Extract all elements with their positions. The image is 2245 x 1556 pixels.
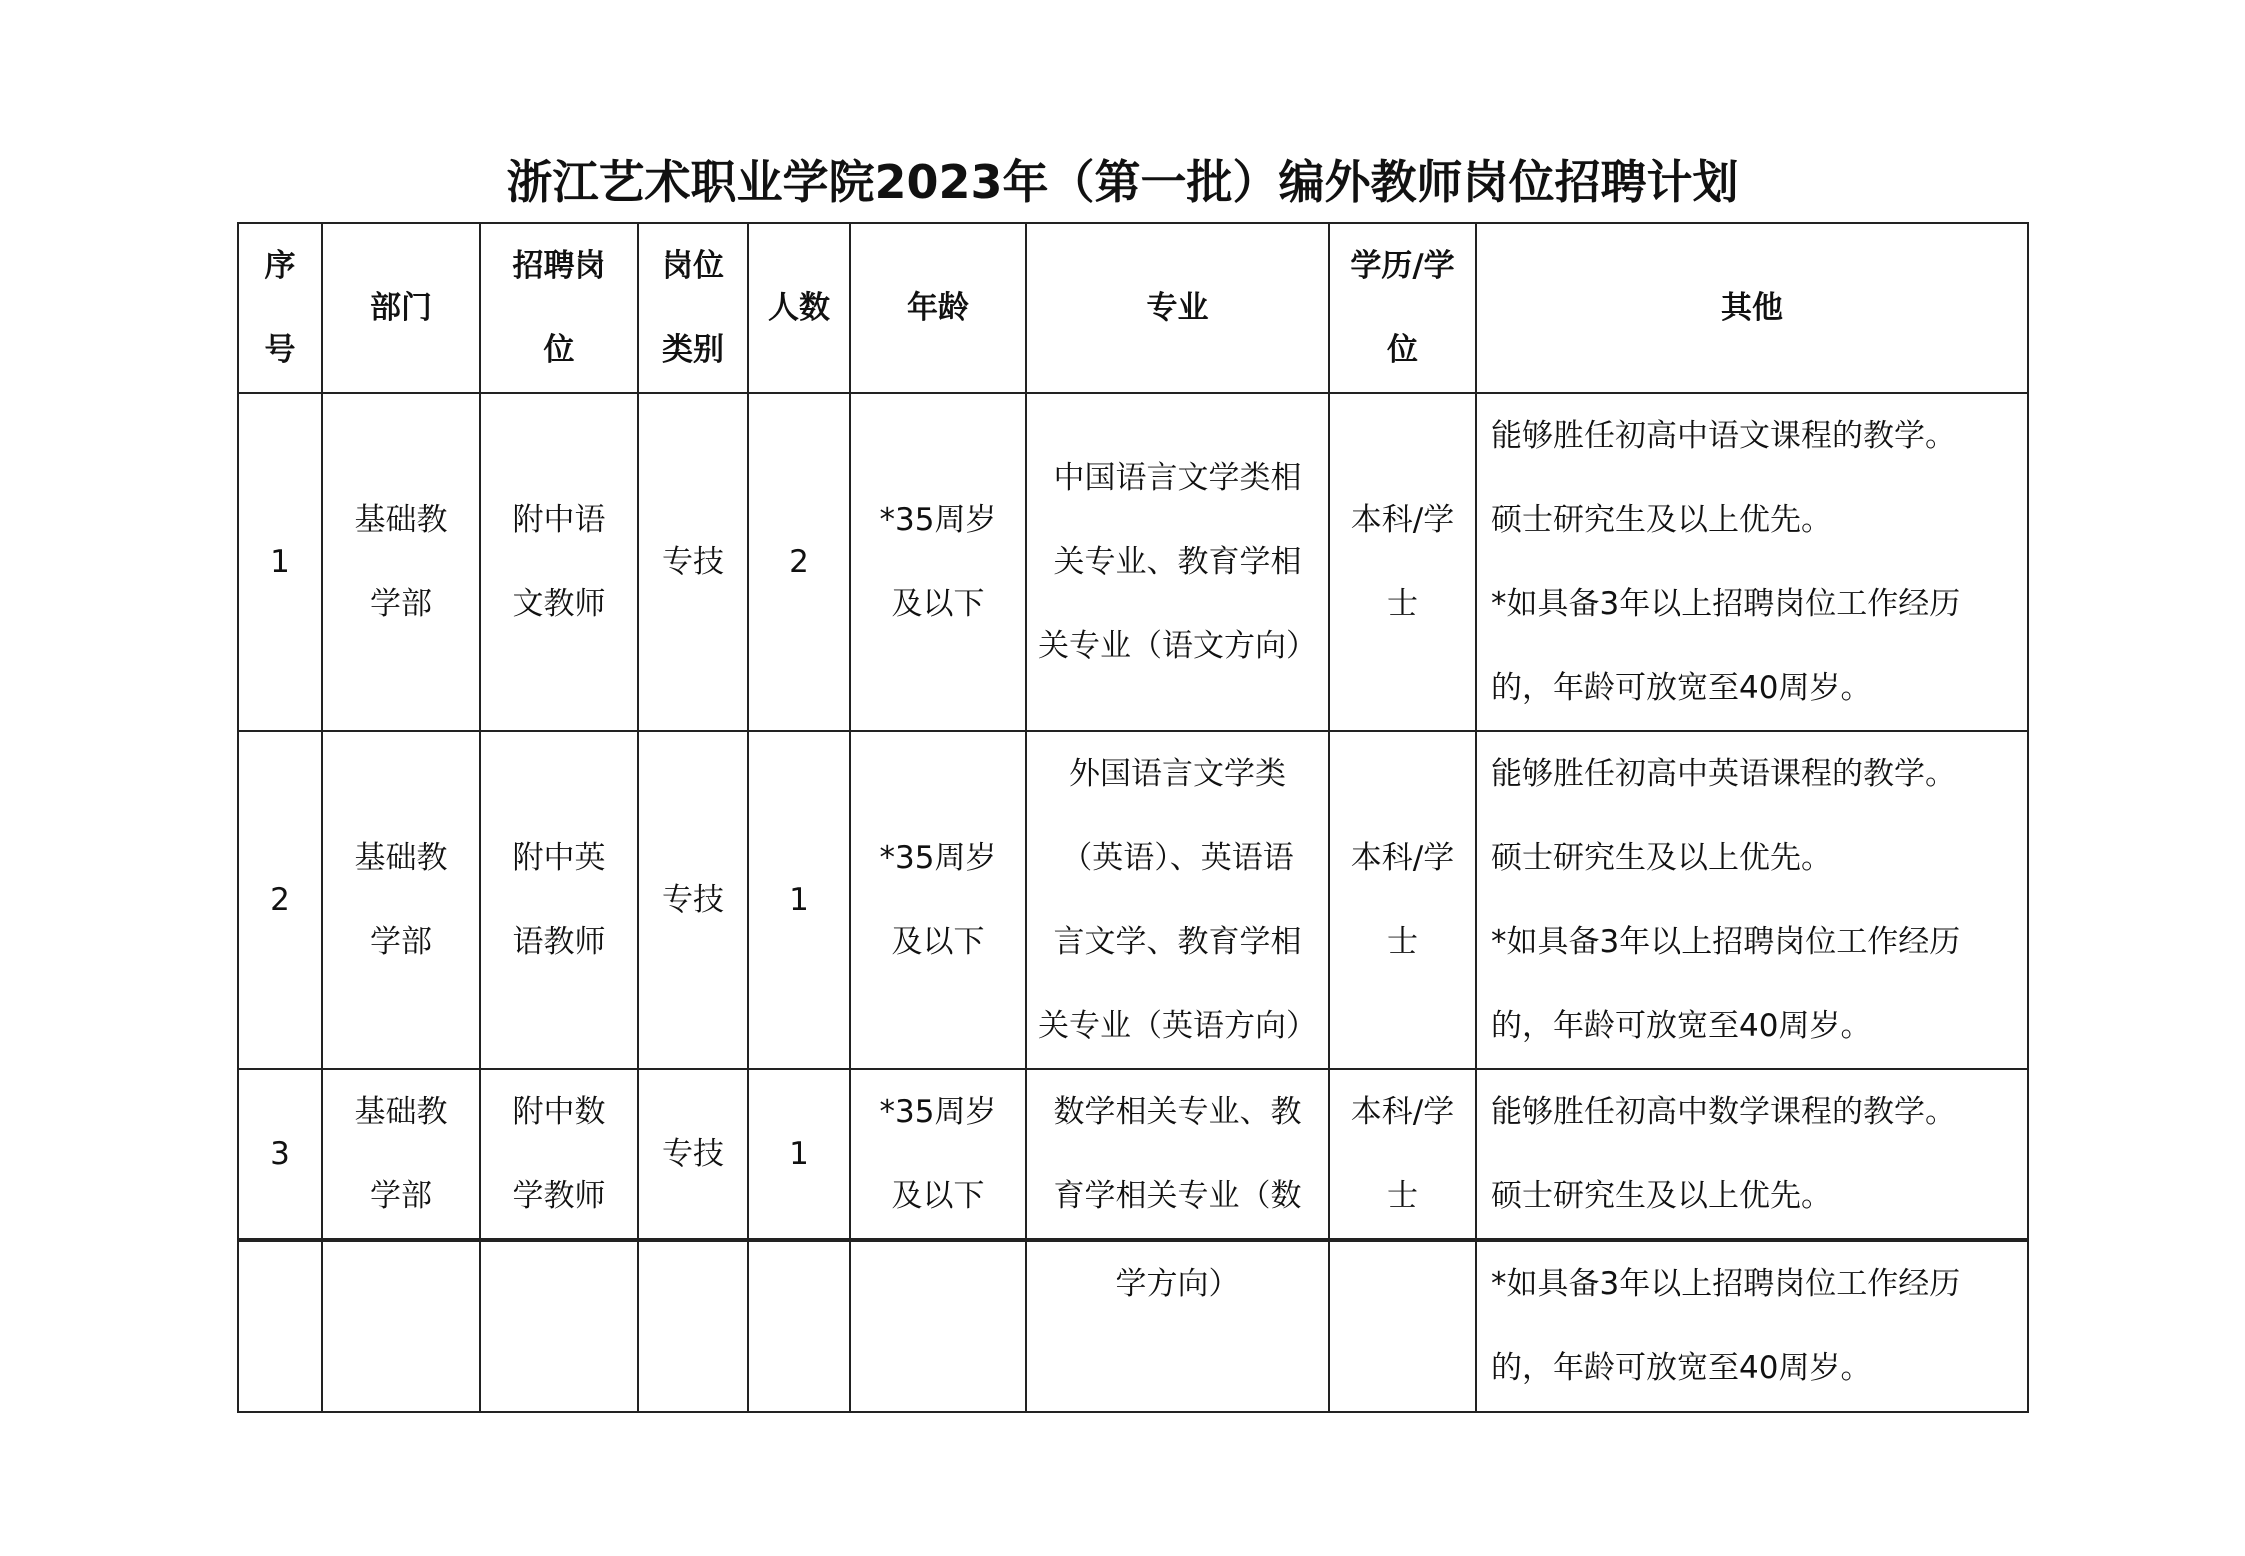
cell-major: 外国语言文学类 （英语）、英语语 言文学、教育学相 关专业（英语方向） [1026, 731, 1329, 1069]
cell-count: 1 [748, 1069, 850, 1239]
cell-count: 1 [748, 731, 850, 1069]
cell-degree: 本科/学 士 [1329, 393, 1476, 731]
cell-no: 3 [238, 1069, 322, 1239]
cell-dept: 基础教 学部 [322, 393, 480, 731]
header-count: 人数 [748, 223, 850, 393]
cell-category: 专技 [638, 393, 748, 731]
header-major: 专业 [1026, 223, 1329, 393]
cell-no: 2 [238, 731, 322, 1069]
cell-other: *如具备3年以上招聘岗位工作经历 的，年龄可放宽至40周岁。 [1476, 1241, 2028, 1412]
cell-age: *35周岁 及以下 [850, 731, 1026, 1069]
cell-other: 能够胜任初高中英语课程的教学。 硕士研究生及以上优先。 *如具备3年以上招聘岗位工作经历 的，年龄可放宽至40周岁。 [1476, 731, 2028, 1069]
cell-major: 数学相关专业、教 育学相关专业（数 [1026, 1069, 1329, 1239]
cell-other: 能够胜任初高中数学课程的教学。 硕士研究生及以上优先。 [1476, 1069, 2028, 1239]
cell-dept: 基础教 学部 [322, 731, 480, 1069]
header-degree: 学历/学 位 [1329, 223, 1476, 393]
cell-major: 学方向） [1026, 1241, 1329, 1412]
cell-other: 能够胜任初高中语文课程的教学。 硕士研究生及以上优先。 *如具备3年以上招聘岗位工作经历 的，年龄可放宽至40周岁。 [1476, 393, 2028, 731]
cell-no: 1 [238, 393, 322, 731]
cell-count: 2 [748, 393, 850, 731]
table-row [238, 1069, 2028, 1239]
cell-position [480, 1241, 638, 1412]
table-row-continuation [238, 1241, 2028, 1412]
continuation-table [237, 1240, 2029, 1413]
table-header-row [238, 223, 2028, 393]
header-no: 序 号 [238, 223, 322, 393]
table-row [238, 393, 2028, 731]
cell-category [638, 1241, 748, 1412]
cell-major: 中国语言文学类相 关专业、教育学相 关专业（语文方向） [1026, 393, 1329, 731]
header-other: 其他 [1476, 223, 2028, 393]
header-category: 岗位 类别 [638, 223, 748, 393]
cell-category: 专技 [638, 731, 748, 1069]
cell-dept [322, 1241, 480, 1412]
table-row [238, 731, 2028, 1069]
cell-degree: 本科/学 士 [1329, 1069, 1476, 1239]
cell-age [850, 1241, 1026, 1412]
cell-position: 附中数 学教师 [480, 1069, 638, 1239]
cell-count [748, 1241, 850, 1412]
cell-no [238, 1241, 322, 1412]
cell-dept: 基础教 学部 [322, 1069, 480, 1239]
cell-age: *35周岁 及以下 [850, 393, 1026, 731]
cell-age: *35周岁 及以下 [850, 1069, 1026, 1239]
header-dept: 部门 [322, 223, 480, 393]
cell-degree [1329, 1241, 1476, 1412]
document-title: 浙江艺术职业学院2023年（第一批）编外教师岗位招聘计划 [506, 155, 1739, 209]
header-position: 招聘岗 位 [480, 223, 638, 393]
header-age: 年龄 [850, 223, 1026, 393]
cell-category: 专技 [638, 1069, 748, 1239]
cell-position: 附中语 文教师 [480, 393, 638, 731]
cell-degree: 本科/学 士 [1329, 731, 1476, 1069]
recruitment-plan-table [237, 222, 2029, 1240]
cell-position: 附中英 语教师 [480, 731, 638, 1069]
